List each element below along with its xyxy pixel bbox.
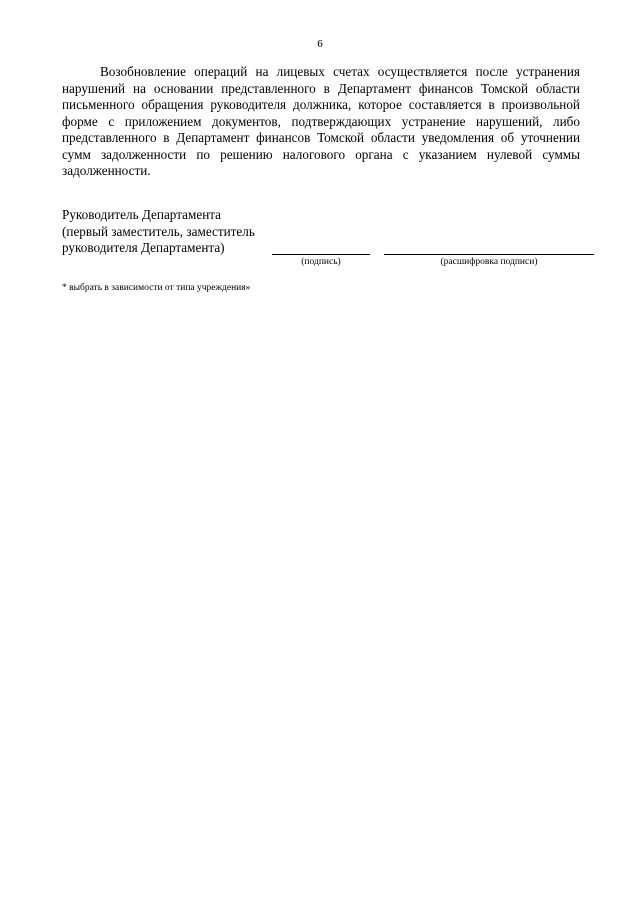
signature-line — [272, 254, 370, 255]
signer-title-line-2: (первый заместитель, заместитель — [62, 223, 255, 239]
page-number: 6 — [317, 38, 323, 50]
signature-decoding-line — [384, 254, 594, 255]
signer-title-line-3: руководителя Департамента) — [62, 240, 225, 255]
signature-decoding-caption: (расшифровка подписи) — [440, 257, 538, 267]
signer-title-line-1: Руководитель Департамента — [62, 207, 222, 222]
signature-caption: (подпись) — [301, 257, 341, 267]
signer-title-block — [62, 207, 277, 257]
footnote: * выбрать в зависимости от типа учреждения» — [62, 283, 251, 293]
body-paragraph: Возобновление операций на лицевых счетах осуществляется после устранения нарушений на основании представленного в Департамент финансов Томской области письменного обращения руководителя должника, которое составляется в произвольной форме с приложением документов, подтверждающих устранение нарушений, либо представленного в Департамент финансов Томской области уведомления об уточнении сумм задолженности по решению налогового органа с указанием нулевой суммы задолженности. — [62, 64, 580, 178]
